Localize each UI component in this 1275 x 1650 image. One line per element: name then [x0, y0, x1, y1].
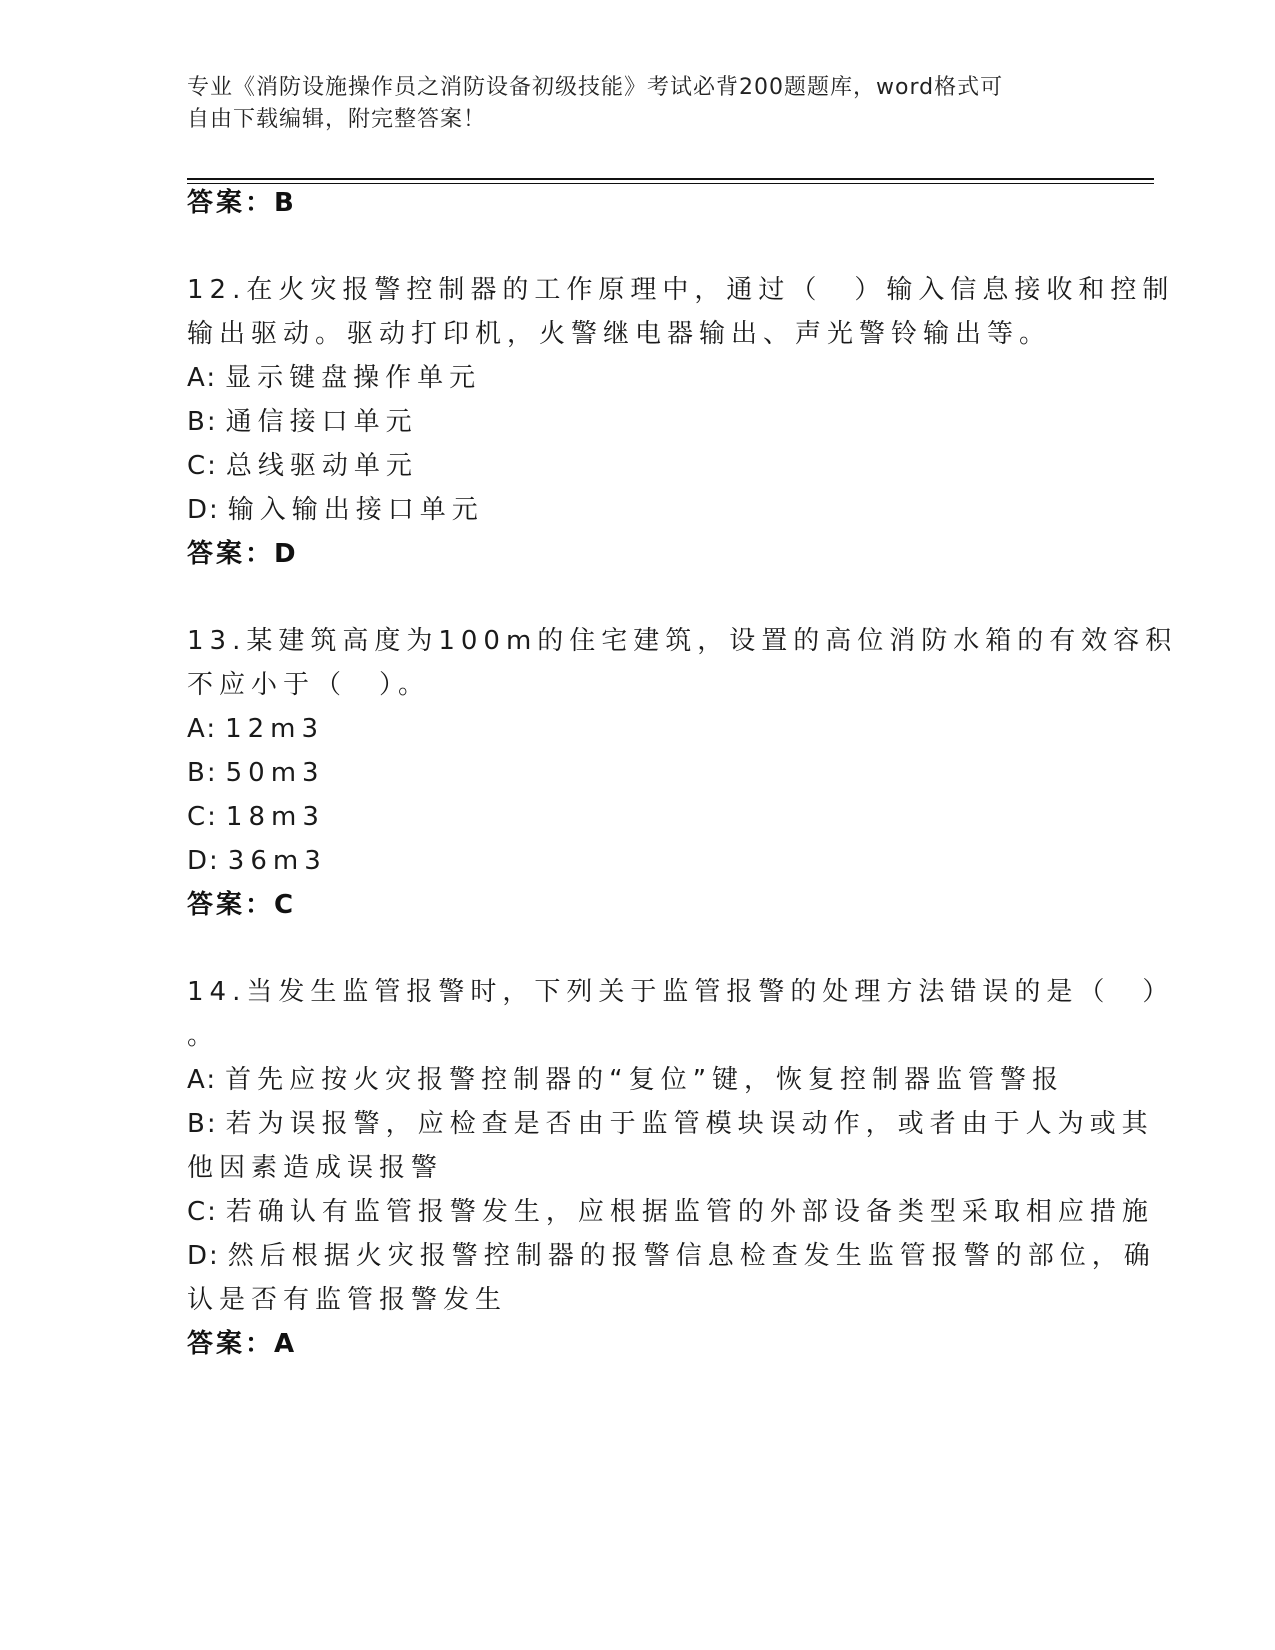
header-line-2: 自由下载编辑，附完整答案！	[187, 107, 487, 132]
question-13-option-b	[187, 756, 1087, 790]
option-label: D:	[187, 1241, 220, 1271]
option-text: 36m3	[227, 846, 327, 876]
question-12-option-a	[187, 361, 1087, 395]
question-13-option-a	[187, 712, 1087, 746]
question-14-answer: 答案：A	[187, 1329, 298, 1359]
option-text: 首先应按火灾报警控制器的“复位”键，恢复控制器监管警报	[225, 1065, 1065, 1095]
question-14-option-b-cont: 他因素造成误报警	[187, 1153, 444, 1183]
option-label: C:	[187, 451, 218, 481]
question-14-option-d-cont: 认是否有监管报警发生	[187, 1285, 508, 1315]
option-text: 输入输出接口单元	[227, 495, 484, 525]
option-text: 通信接口单元	[225, 407, 418, 437]
question-13-option-c	[187, 800, 1087, 834]
question-13-line-2: 不应小于（ ）。	[187, 670, 431, 700]
question-14-option-d	[187, 1239, 1156, 1273]
option-label: C:	[187, 1197, 218, 1227]
header-divider-thick	[187, 178, 1154, 180]
question-12-line-2: 输出驱动。驱动打印机，火警继电器输出、声光警铃输出等。	[187, 319, 1052, 349]
question-12-line-1: 12.在火灾报警控制器的工作原理中，通过（ ）输入信息接收和控制	[187, 275, 1175, 305]
question-13-option-d	[187, 844, 1087, 878]
question-12-answer: 答案：D	[187, 539, 299, 569]
option-label: A:	[187, 714, 218, 744]
option-label: B:	[187, 1109, 218, 1139]
question-12-option-c	[187, 449, 1087, 483]
option-label: A:	[187, 363, 218, 393]
question-14-option-c	[187, 1195, 1154, 1229]
option-text: 总线驱动单元	[225, 451, 418, 481]
option-label: B:	[187, 407, 218, 437]
question-13-line-1: 13.某建筑高度为100m的住宅建筑，设置的高位消防水箱的有效容积	[187, 626, 1178, 656]
question-14-line-2: 。	[187, 1021, 220, 1051]
question-13-answer: 答案：C	[187, 890, 297, 920]
option-text: 显示键盘操作单元	[225, 363, 482, 393]
header-divider-thin	[187, 183, 1154, 184]
question-12-option-b	[187, 405, 1087, 439]
option-text: 12m3	[225, 714, 325, 744]
option-text: 然后根据火灾报警控制器的报警信息检查发生监管报警的部位，确	[227, 1241, 1156, 1271]
answer-prev: 答案：B	[187, 188, 297, 218]
question-14-option-a	[187, 1063, 1087, 1097]
header-line-1: 专业《消防设施操作员之消防设备初级技能》考试必背200题题库，word格式可	[187, 75, 1004, 100]
option-text: 若为误报警，应检查是否由于监管模块误动作，或者由于人为或其	[225, 1109, 1154, 1139]
question-12-option-d	[187, 493, 1087, 527]
document-header	[187, 72, 1067, 136]
option-text: 18m3	[225, 802, 325, 832]
option-label: B:	[187, 758, 218, 788]
option-label: C:	[187, 802, 218, 832]
question-14-option-b	[187, 1107, 1154, 1141]
option-label: A:	[187, 1065, 218, 1095]
option-text: 若确认有监管报警发生，应根据监管的外部设备类型采取相应措施	[225, 1197, 1154, 1227]
option-text: 50m3	[225, 758, 325, 788]
question-14-line-1: 14.当发生监管报警时，下列关于监管报警的处理方法错误的是（ ）	[187, 977, 1175, 1007]
option-label: D:	[187, 495, 220, 525]
option-label: D:	[187, 846, 220, 876]
